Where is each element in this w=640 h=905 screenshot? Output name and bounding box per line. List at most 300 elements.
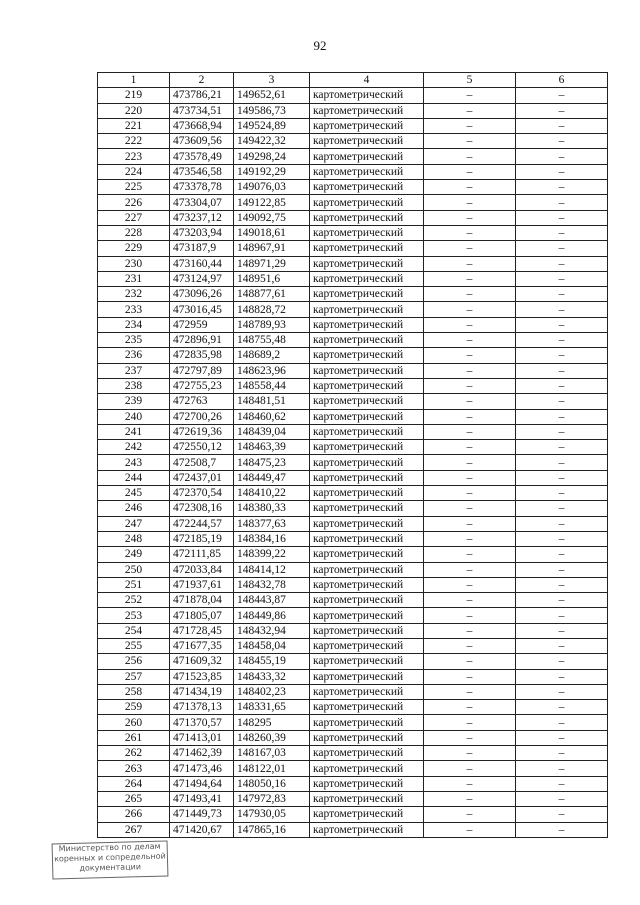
table-row [98,363,608,378]
method-cell: картометрический [310,363,424,378]
table-row [98,378,608,393]
value-5-cell: – [424,654,516,669]
value-5-cell: – [424,210,516,225]
value-5-cell: – [424,455,516,470]
table-row [98,333,608,348]
coordinate-y-cell: 149192,29 [234,164,310,179]
coordinate-x-cell: 472959 [170,317,234,332]
coordinate-x-cell: 471677,35 [170,638,234,653]
coordinate-y-cell: 149586,73 [234,103,310,118]
value-5-cell: – [424,348,516,363]
coordinate-x-cell: 472111,85 [170,547,234,562]
point-number-cell: 231 [98,271,170,286]
value-5-cell: – [424,562,516,577]
value-6-cell: – [516,210,608,225]
table-row [98,302,608,317]
method-cell: картометрический [310,348,424,363]
coordinate-y-cell: 148460,62 [234,409,310,424]
point-number-cell: 255 [98,638,170,653]
value-6-cell: – [516,715,608,730]
method-cell: картометрический [310,501,424,516]
coordinate-x-cell: 473734,51 [170,103,234,118]
method-cell: картометрический [310,654,424,669]
stamp [52,840,169,879]
coordinate-x-cell: 472763 [170,394,234,409]
point-number-cell: 238 [98,378,170,393]
point-number-cell: 225 [98,180,170,195]
point-number-cell: 259 [98,700,170,715]
value-5-cell: – [424,791,516,806]
value-6-cell: – [516,287,608,302]
value-5-cell: – [424,363,516,378]
point-number-cell: 227 [98,210,170,225]
value-5-cell: – [424,822,516,837]
value-5-cell: – [424,516,516,531]
value-5-cell: – [424,241,516,256]
method-cell: картометрический [310,394,424,409]
column-header: 1 [98,73,170,88]
coordinate-x-cell: 473668,94 [170,118,234,133]
coordinates-table [97,72,608,838]
value-6-cell: – [516,164,608,179]
coordinate-x-cell: 472308,16 [170,501,234,516]
table-row [98,608,608,623]
table-row [98,103,608,118]
table-row [98,348,608,363]
coordinate-y-cell: 148789,93 [234,317,310,332]
method-cell: картометрический [310,730,424,745]
value-5-cell: – [424,409,516,424]
value-5-cell: – [424,424,516,439]
point-number-cell: 264 [98,776,170,791]
value-6-cell: – [516,700,608,715]
point-number-cell: 243 [98,455,170,470]
method-cell: картометрический [310,180,424,195]
point-number-cell: 237 [98,363,170,378]
table-row [98,225,608,240]
value-6-cell: – [516,333,608,348]
point-number-cell: 230 [98,256,170,271]
coordinate-y-cell: 149524,89 [234,118,310,133]
table-row [98,547,608,562]
method-cell: картометрический [310,547,424,562]
method-cell: картометрический [310,256,424,271]
coordinate-x-cell: 472033,84 [170,562,234,577]
point-number-cell: 234 [98,317,170,332]
value-5-cell: – [424,700,516,715]
coordinate-x-cell: 471378,13 [170,700,234,715]
method-cell: картометрический [310,317,424,332]
value-5-cell: – [424,118,516,133]
method-cell: картометрический [310,149,424,164]
stamp-line: Министерство по делам [58,841,161,854]
value-5-cell: – [424,378,516,393]
point-number-cell: 256 [98,654,170,669]
value-5-cell: – [424,317,516,332]
value-5-cell: – [424,593,516,608]
method-cell: картометрический [310,287,424,302]
point-number-cell: 251 [98,577,170,592]
value-5-cell: – [424,501,516,516]
method-cell: картометрический [310,424,424,439]
table-row [98,195,608,210]
table-row [98,409,608,424]
value-6-cell: – [516,623,608,638]
value-5-cell: – [424,440,516,455]
value-6-cell: – [516,88,608,103]
coordinate-y-cell: 147865,16 [234,822,310,837]
point-number-cell: 248 [98,531,170,546]
coordinate-y-cell: 148443,87 [234,593,310,608]
coordinate-y-cell: 148410,22 [234,486,310,501]
table-row [98,638,608,653]
table-row [98,684,608,699]
point-number-cell: 223 [98,149,170,164]
coordinate-x-cell: 473378,78 [170,180,234,195]
value-6-cell: – [516,180,608,195]
point-number-cell: 257 [98,669,170,684]
value-6-cell: – [516,516,608,531]
table-row [98,807,608,822]
method-cell: картометрический [310,531,424,546]
method-cell: картометрический [310,164,424,179]
value-5-cell: – [424,394,516,409]
point-number-cell: 250 [98,562,170,577]
coordinate-x-cell: 471728,45 [170,623,234,638]
value-6-cell: – [516,409,608,424]
coordinate-x-cell: 472550,12 [170,440,234,455]
coordinate-x-cell: 473304,07 [170,195,234,210]
table-row [98,210,608,225]
method-cell: картометрический [310,593,424,608]
value-6-cell: – [516,577,608,592]
value-5-cell: – [424,225,516,240]
coordinate-y-cell: 148967,91 [234,241,310,256]
point-number-cell: 241 [98,424,170,439]
value-5-cell: – [424,180,516,195]
value-6-cell: – [516,807,608,822]
value-6-cell: – [516,791,608,806]
method-cell: картометрический [310,378,424,393]
table-row [98,761,608,776]
method-cell: картометрический [310,807,424,822]
value-5-cell: – [424,103,516,118]
value-5-cell: – [424,730,516,745]
value-5-cell: – [424,776,516,791]
coordinate-x-cell: 473203,94 [170,225,234,240]
point-number-cell: 244 [98,470,170,485]
column-header: 2 [170,73,234,88]
method-cell: картометрический [310,669,424,684]
column-header: 5 [424,73,516,88]
value-5-cell: – [424,547,516,562]
method-cell: картометрический [310,134,424,149]
value-6-cell: – [516,547,608,562]
point-number-cell: 233 [98,302,170,317]
table-row [98,134,608,149]
coordinate-x-cell: 472755,23 [170,378,234,393]
coordinate-x-cell: 472370,54 [170,486,234,501]
table-row [98,164,608,179]
method-cell: картометрический [310,225,424,240]
point-number-cell: 224 [98,164,170,179]
table-row [98,455,608,470]
point-number-cell: 249 [98,547,170,562]
table-header-row [98,73,608,88]
coordinate-x-cell: 471937,61 [170,577,234,592]
table-row [98,470,608,485]
table-row [98,180,608,195]
value-6-cell: – [516,593,608,608]
coordinate-y-cell: 148455,19 [234,654,310,669]
value-6-cell: – [516,501,608,516]
value-6-cell: – [516,256,608,271]
coordinate-x-cell: 471609,32 [170,654,234,669]
point-number-cell: 221 [98,118,170,133]
coordinate-x-cell: 473016,45 [170,302,234,317]
value-5-cell: – [424,577,516,592]
value-5-cell: – [424,302,516,317]
value-5-cell: – [424,746,516,761]
coordinate-y-cell: 148050,16 [234,776,310,791]
coordinate-y-cell: 148399,22 [234,547,310,562]
value-6-cell: – [516,394,608,409]
table-row [98,654,608,669]
point-number-cell: 258 [98,684,170,699]
coordinate-y-cell: 148877,61 [234,287,310,302]
table-row [98,394,608,409]
coordinate-y-cell: 148433,32 [234,669,310,684]
value-5-cell: – [424,164,516,179]
value-6-cell: – [516,302,608,317]
value-6-cell: – [516,761,608,776]
method-cell: картометрический [310,700,424,715]
method-cell: картометрический [310,470,424,485]
value-6-cell: – [516,378,608,393]
coordinate-x-cell: 472508,7 [170,455,234,470]
value-6-cell: – [516,241,608,256]
point-number-cell: 245 [98,486,170,501]
coordinate-x-cell: 472619,36 [170,424,234,439]
method-cell: картометрический [310,409,424,424]
point-number-cell: 253 [98,608,170,623]
value-6-cell: – [516,822,608,837]
coordinate-y-cell: 148951,6 [234,271,310,286]
coordinate-y-cell: 149652,61 [234,88,310,103]
method-cell: картометрический [310,118,424,133]
point-number-cell: 228 [98,225,170,240]
coordinate-y-cell: 149422,32 [234,134,310,149]
coordinate-y-cell: 148432,94 [234,623,310,638]
value-6-cell: – [516,317,608,332]
method-cell: картометрический [310,562,424,577]
point-number-cell: 232 [98,287,170,302]
value-6-cell: – [516,746,608,761]
table-row [98,715,608,730]
coordinate-x-cell: 472835,98 [170,348,234,363]
coordinate-y-cell: 148458,04 [234,638,310,653]
coordinate-y-cell: 149298,24 [234,149,310,164]
coordinate-y-cell: 148432,78 [234,577,310,592]
point-number-cell: 220 [98,103,170,118]
point-number-cell: 261 [98,730,170,745]
value-5-cell: – [424,608,516,623]
coordinate-y-cell: 148377,63 [234,516,310,531]
coordinate-y-cell: 148295 [234,715,310,730]
value-5-cell: – [424,715,516,730]
point-number-cell: 219 [98,88,170,103]
coordinate-x-cell: 471493,41 [170,791,234,806]
value-5-cell: – [424,149,516,164]
coordinate-y-cell: 148449,47 [234,470,310,485]
table-row [98,822,608,837]
table-row [98,700,608,715]
coordinate-x-cell: 472185,19 [170,531,234,546]
method-cell: картометрический [310,822,424,837]
table-row [98,88,608,103]
table-row [98,791,608,806]
method-cell: картометрический [310,715,424,730]
method-cell: картометрический [310,241,424,256]
value-6-cell: – [516,684,608,699]
point-number-cell: 239 [98,394,170,409]
coordinate-y-cell: 148689,2 [234,348,310,363]
coordinate-x-cell: 472896,91 [170,333,234,348]
value-6-cell: – [516,424,608,439]
table-row [98,623,608,638]
coordinate-y-cell: 147972,83 [234,791,310,806]
method-cell: картометрический [310,791,424,806]
coordinate-x-cell: 473096,26 [170,287,234,302]
value-6-cell: – [516,149,608,164]
coordinate-y-cell: 148260,39 [234,730,310,745]
coordinate-y-cell: 147930,05 [234,807,310,822]
point-number-cell: 222 [98,134,170,149]
value-5-cell: – [424,287,516,302]
method-cell: картометрический [310,577,424,592]
point-number-cell: 252 [98,593,170,608]
table-row [98,317,608,332]
coordinate-x-cell: 473124,97 [170,271,234,286]
value-5-cell: – [424,195,516,210]
value-6-cell: – [516,348,608,363]
value-6-cell: – [516,608,608,623]
value-6-cell: – [516,470,608,485]
value-6-cell: – [516,638,608,653]
coordinate-y-cell: 148828,72 [234,302,310,317]
value-6-cell: – [516,225,608,240]
coordinate-y-cell: 148755,48 [234,333,310,348]
coordinate-x-cell: 473546,58 [170,164,234,179]
method-cell: картометрический [310,455,424,470]
coordinate-y-cell: 149076,03 [234,180,310,195]
method-cell: картометрический [310,608,424,623]
coordinate-x-cell: 473187,9 [170,241,234,256]
value-5-cell: – [424,256,516,271]
coordinate-y-cell: 148475,23 [234,455,310,470]
point-number-cell: 263 [98,761,170,776]
value-6-cell: – [516,440,608,455]
coordinate-y-cell: 148122,01 [234,761,310,776]
coordinate-x-cell: 473160,44 [170,256,234,271]
coordinate-x-cell: 472797,89 [170,363,234,378]
coordinate-x-cell: 472244,57 [170,516,234,531]
table-row [98,746,608,761]
point-number-cell: 236 [98,348,170,363]
coordinate-y-cell: 148463,39 [234,440,310,455]
point-number-cell: 265 [98,791,170,806]
coordinate-y-cell: 148384,16 [234,531,310,546]
table-row [98,531,608,546]
value-5-cell: – [424,638,516,653]
method-cell: картометрический [310,210,424,225]
table-row [98,730,608,745]
stamp-line: коренных и сопредельной [54,851,166,864]
coordinate-y-cell: 148167,03 [234,746,310,761]
coordinate-x-cell: 473609,56 [170,134,234,149]
column-header: 4 [310,73,424,88]
table-row [98,287,608,302]
method-cell: картометрический [310,271,424,286]
value-5-cell: – [424,623,516,638]
table-row [98,501,608,516]
value-5-cell: – [424,761,516,776]
method-cell: картометрический [310,103,424,118]
table-row [98,118,608,133]
method-cell: картометрический [310,195,424,210]
column-header: 3 [234,73,310,88]
coordinate-x-cell: 472437,01 [170,470,234,485]
table-row [98,149,608,164]
value-6-cell: – [516,562,608,577]
table-row [98,516,608,531]
method-cell: картометрический [310,440,424,455]
point-number-cell: 229 [98,241,170,256]
coordinate-x-cell: 472700,26 [170,409,234,424]
method-cell: картометрический [310,516,424,531]
table-row [98,424,608,439]
value-5-cell: – [424,333,516,348]
coordinate-x-cell: 471878,04 [170,593,234,608]
coordinate-y-cell: 148414,12 [234,562,310,577]
value-6-cell: – [516,486,608,501]
value-6-cell: – [516,134,608,149]
coordinate-y-cell: 149018,61 [234,225,310,240]
value-6-cell: – [516,195,608,210]
point-number-cell: 260 [98,715,170,730]
value-6-cell: – [516,730,608,745]
table-row [98,440,608,455]
point-number-cell: 266 [98,807,170,822]
coordinate-x-cell: 471434,19 [170,684,234,699]
value-5-cell: – [424,531,516,546]
value-6-cell: – [516,669,608,684]
coordinate-x-cell: 471420,67 [170,822,234,837]
value-5-cell: – [424,470,516,485]
method-cell: картометрический [310,638,424,653]
point-number-cell: 254 [98,623,170,638]
coordinate-y-cell: 148481,51 [234,394,310,409]
table-row [98,486,608,501]
coordinate-x-cell: 471449,73 [170,807,234,822]
value-5-cell: – [424,684,516,699]
stamp-line: документации [79,862,142,873]
point-number-cell: 240 [98,409,170,424]
value-5-cell: – [424,486,516,501]
method-cell: картометрический [310,684,424,699]
point-number-cell: 242 [98,440,170,455]
point-number-cell: 267 [98,822,170,837]
